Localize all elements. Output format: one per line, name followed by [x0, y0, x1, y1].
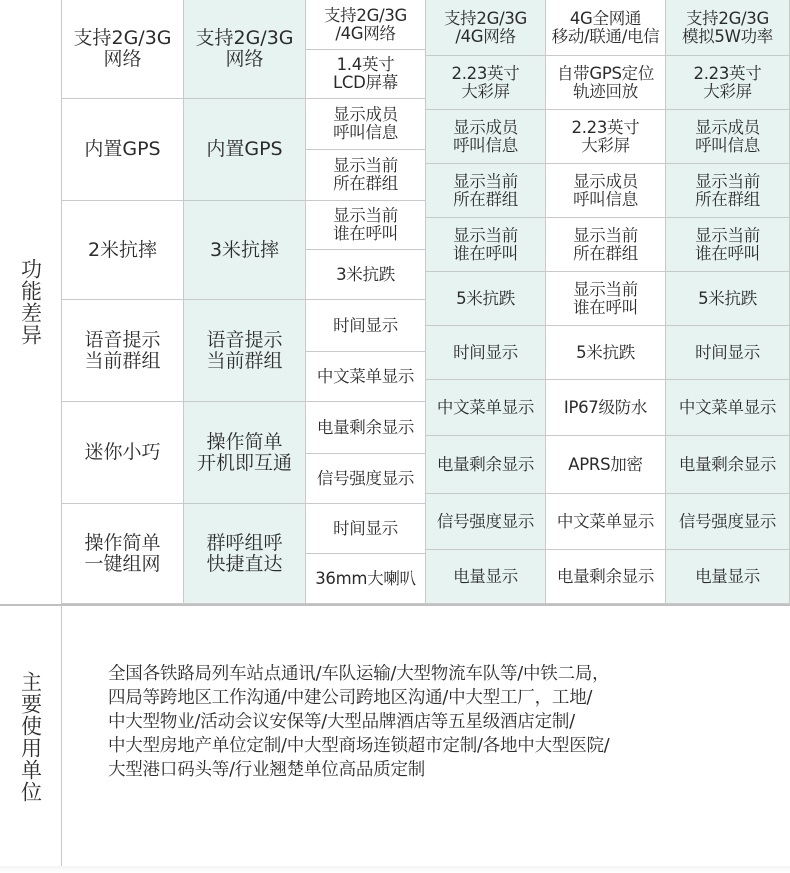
col5-cell: 显示成员 呼叫信息	[546, 164, 666, 218]
col6-cell: 5米抗跌	[666, 272, 790, 326]
col4-cell: 电量显示	[426, 550, 546, 604]
col3-cell: 显示成员 呼叫信息	[306, 99, 426, 150]
col2-cell: 操作简单 开机即互通	[184, 402, 306, 504]
col2-cell: 群呼组呼 快捷直达	[184, 504, 306, 604]
col2-cell: 内置GPS	[184, 99, 306, 201]
col6-cell: 电量显示	[666, 550, 790, 604]
col1-cell: 操作简单 一键组网	[62, 504, 184, 604]
col3-cell: 显示当前 所在群组	[306, 150, 426, 201]
col2-cell: 3米抗摔	[184, 201, 306, 300]
col3-cell: 中文菜单显示	[306, 352, 426, 402]
col6-cell: 时间显示	[666, 326, 790, 380]
col3-cell: 电量剩余显示	[306, 402, 426, 454]
col6-cell: 显示当前 谁在呼叫	[666, 218, 790, 272]
col1-cell: 支持2G/3G 网络	[62, 0, 184, 99]
col6-cell: 2.23英寸 大彩屏	[666, 56, 790, 110]
col4-cell: 支持2G/3G /4G网络	[426, 0, 546, 56]
col6-cell: 显示成员 呼叫信息	[666, 110, 790, 164]
col5-cell: 5米抗跌	[546, 326, 666, 380]
col4-cell: 时间显示	[426, 326, 546, 380]
col4-cell: 2.23英寸 大彩屏	[426, 56, 546, 110]
col5-cell: 2.23英寸 大彩屏	[546, 110, 666, 164]
col1-cell: 2米抗摔	[62, 201, 184, 300]
col2-cell: 语音提示 当前群组	[184, 300, 306, 402]
col2-cell: 支持2G/3G 网络	[184, 0, 306, 99]
col5-cell: 电量剩余显示	[546, 550, 666, 604]
col3-cell: 1.4英寸 LCD屏幕	[306, 50, 426, 99]
col5-cell: 显示当前 所在群组	[546, 218, 666, 272]
col6-cell: 显示当前 所在群组	[666, 164, 790, 218]
col6-cell: 电量剩余显示	[666, 436, 790, 494]
col5-cell: 中文菜单显示	[546, 494, 666, 550]
col4-cell: 显示当前 谁在呼叫	[426, 218, 546, 272]
col3-cell: 36mm大喇叭	[306, 554, 426, 604]
feature-diff-label: 功能差异	[0, 0, 62, 604]
col5-cell: APRS加密	[546, 436, 666, 494]
col3-cell: 时间显示	[306, 504, 426, 554]
col6-cell: 信号强度显示	[666, 494, 790, 550]
col4-cell: 中文菜单显示	[426, 380, 546, 436]
col6-cell: 支持2G/3G 模拟5W功率	[666, 0, 790, 56]
col5-cell: 显示当前 谁在呼叫	[546, 272, 666, 326]
col4-cell: 电量剩余显示	[426, 436, 546, 494]
col3-cell: 3米抗跌	[306, 250, 426, 300]
col1-cell: 内置GPS	[62, 99, 184, 201]
col4-cell: 信号强度显示	[426, 494, 546, 550]
main-units-label: 主要使用单位	[0, 606, 62, 867]
col3-cell: 显示当前 谁在呼叫	[306, 201, 426, 250]
main-units-text: 全国各铁路局列车站点通讯/车队运输/大型物流车队等/中铁二局， 四局等跨地区工作沟通/中建公司跨地区沟通/中大型工厂，工地/ 中大型物业/活动会议安保等/大型品牌酒店等五星级酒店定制/ 中大型房地产单位定制/中大型商场连锁超市定制/各地中大型医院/ 大型港口码头等/行业翘楚单位高品质定制	[108, 664, 610, 780]
section-divider	[0, 604, 790, 606]
col5-cell: 4G全网通 移动/联通/电信	[546, 0, 666, 56]
col3-cell: 信号强度显示	[306, 454, 426, 504]
col1-cell: 语音提示 当前群组	[62, 300, 184, 402]
col3-cell: 时间显示	[306, 300, 426, 352]
col4-cell: 显示当前 所在群组	[426, 164, 546, 218]
col4-cell: 5米抗跌	[426, 272, 546, 326]
col5-cell: IP67级防水	[546, 380, 666, 436]
col6-cell: 中文菜单显示	[666, 380, 790, 436]
col5-cell: 自带GPS定位 轨迹回放	[546, 56, 666, 110]
col4-cell: 显示成员 呼叫信息	[426, 110, 546, 164]
col3-cell: 支持2G/3G /4G网络	[306, 0, 426, 50]
col1-cell: 迷你小巧	[62, 402, 184, 504]
